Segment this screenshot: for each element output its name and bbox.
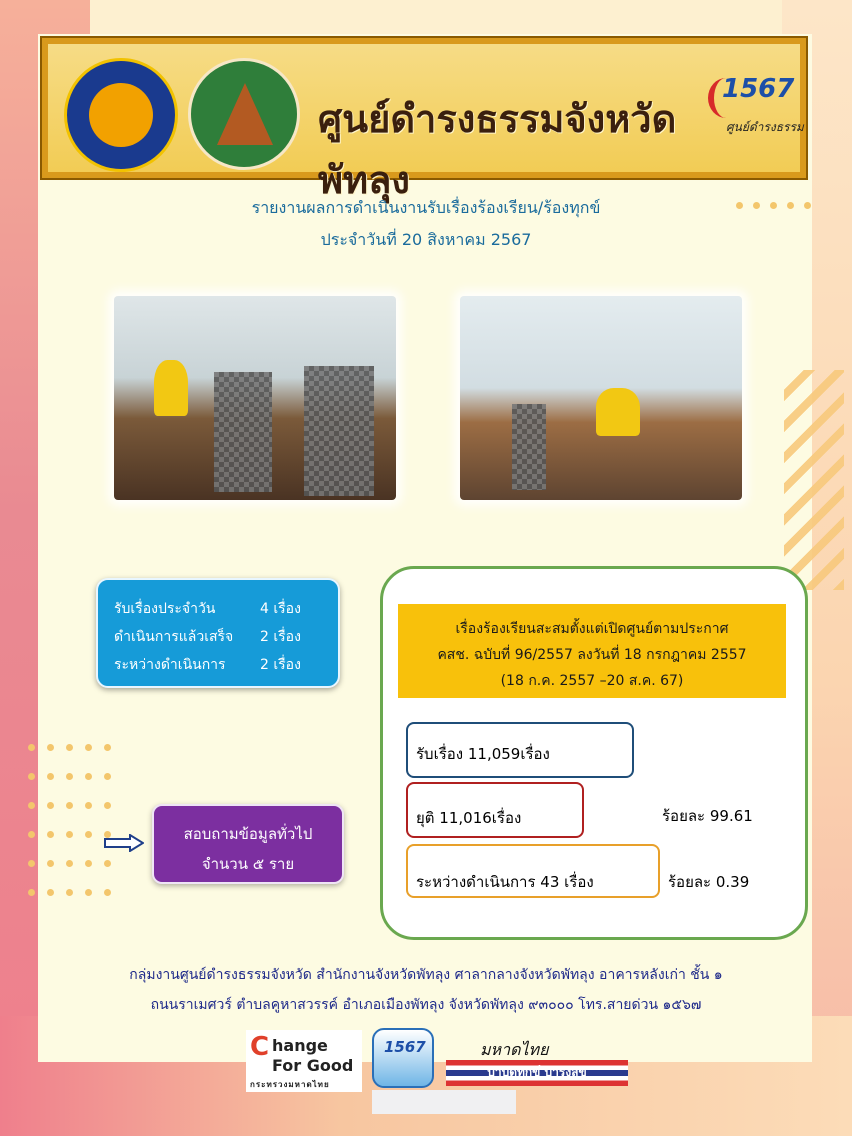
cumulative-header-line1: เรื่องร้องเรียนสะสมตั้งแต่เปิดศูนย์ตามประกาศ bbox=[455, 621, 729, 637]
pending-total: ระหว่างดำเนินการ 43 เรื่อง bbox=[416, 873, 594, 891]
change-logo-text2: For Good bbox=[272, 1056, 354, 1075]
cumulative-header-box bbox=[398, 604, 786, 698]
change-for-good-logo bbox=[246, 1030, 362, 1092]
cumulative-header-line3: (18 ก.ค. 2557 –20 ส.ค. 67) bbox=[500, 673, 684, 689]
daily-done-label: ดำเนินการแล้วเสร็จ bbox=[114, 629, 234, 645]
change-logo-text1: hange bbox=[272, 1036, 328, 1055]
hotline-logo-text: ศูนย์ดำรงธรรม bbox=[726, 120, 804, 134]
banner-inner bbox=[48, 44, 804, 202]
change-logo-c: C bbox=[250, 1032, 270, 1062]
hotline-1567-logo bbox=[708, 70, 808, 156]
daily-received-value: 4 เรื่อง bbox=[260, 601, 301, 617]
report-title: รายงานผลการดำเนินงานรับเรื่องร้องเรียน/ร้องทุกข์ bbox=[251, 198, 601, 217]
inquiry-box bbox=[152, 804, 344, 884]
resolved-percent: ร้อยละ 99.61 bbox=[662, 807, 753, 825]
daily-pending-label: ระหว่างดำเนินการ bbox=[114, 657, 226, 673]
hotline-logo-number: 1567 bbox=[722, 74, 795, 104]
daily-done-value: 2 เรื่อง bbox=[260, 629, 301, 645]
header-banner bbox=[40, 36, 808, 202]
province-seal-logo bbox=[188, 58, 300, 170]
received-box bbox=[406, 722, 634, 778]
daily-summary-box bbox=[96, 578, 340, 688]
moi-ribbon-text: บำบัดทุกข์ บำรุงสุข bbox=[487, 1065, 587, 1079]
photo-meeting-2 bbox=[460, 296, 742, 500]
pending-box bbox=[406, 844, 660, 898]
arrow-right-icon bbox=[104, 834, 144, 852]
banner-title: ศูนย์ดำรงธรรมจังหวัดพัทลุง bbox=[318, 96, 677, 202]
app-1567-icon bbox=[372, 1028, 434, 1088]
dots-left bbox=[28, 744, 111, 896]
moi-signature-logo: มหาดไทย bbox=[480, 1040, 549, 1059]
report-date: ประจำวันที่ 20 สิงหาคม 2567 bbox=[320, 230, 532, 249]
ministry-seal-logo bbox=[64, 58, 178, 172]
change-logo-text3: กระทรวงมหาดไทย bbox=[250, 1080, 330, 1089]
resolved-total: ยุติ 11,016เรื่อง bbox=[416, 809, 522, 827]
app-1567-number: 1567 bbox=[384, 1038, 426, 1056]
photo-meeting-1 bbox=[114, 296, 396, 500]
footer-grey-bar bbox=[372, 1090, 516, 1114]
decorative-stripes bbox=[784, 370, 844, 590]
footer-address-line2: ถนนราเมศวร์ ตำบลคูหาสวรรค์ อำเภอเมืองพัทลุง จังหวัดพัทลุง ๙๓๐๐๐ โทร.สายด่วน ๑๕๖๗ bbox=[150, 997, 702, 1013]
received-total: รับเรื่อง 11,059เรื่อง bbox=[416, 745, 550, 763]
resolved-box bbox=[406, 782, 584, 838]
inquiry-label: สอบถามข้อมูลทั่วไป bbox=[183, 825, 313, 843]
footer-address-line1: กลุ่มงานศูนย์ดำรงธรรมจังหวัด สำนักงานจังหวัดพัทลุง ศาลากลางจังหวัดพัทลุง อาคารหลังเก่า ชั้น ๑ bbox=[129, 967, 723, 983]
inquiry-count: จำนวน ๕ ราย bbox=[201, 855, 295, 873]
pending-percent: ร้อยละ 0.39 bbox=[668, 873, 750, 891]
daily-pending-value: 2 เรื่อง bbox=[260, 657, 301, 673]
daily-received-label: รับเรื่องประจำวัน bbox=[114, 601, 216, 617]
moi-ribbon-logo bbox=[446, 1060, 628, 1086]
cumulative-header-line2: คสช. ฉบับที่ 96/2557 ลงวันที่ 18 กรกฎาคม 2557 bbox=[437, 647, 747, 663]
